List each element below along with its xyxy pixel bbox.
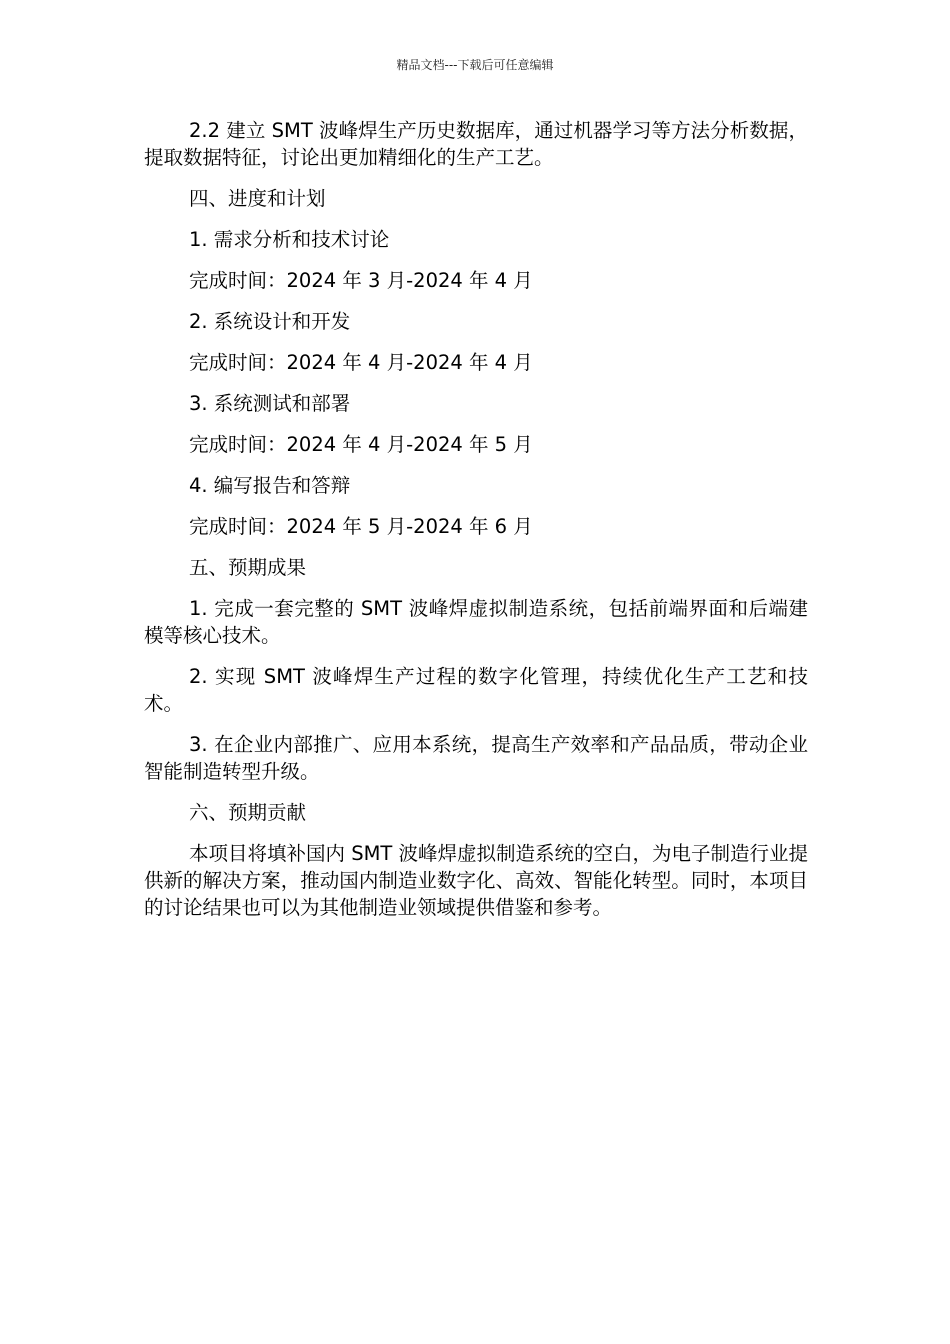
result-item-3: 3. 在企业内部推广、应用本系统，提高生产效率和产品品质，带动企业智能制造转型升级。 [144,733,808,783]
document-body [144,117,808,935]
schedule-item-3: 3. 系统测试和部署 [189,392,351,415]
page-header: 精品文档---下载后可任意编辑 [396,58,554,72]
heading-expected-results: 五、预期成果 [189,556,307,579]
schedule-item-4: 4. 编写报告和答辩 [189,474,351,497]
schedule-item-3-time: 完成时间：2024 年 4 月-2024 年 5 月 [189,433,533,456]
paragraph-2-2-database: 2.2 建立 SMT 波峰焊生产历史数据库，通过机器学习等方法分析数据，提取数据特征，讨论出更加精细化的生产工艺。 [144,119,808,169]
result-item-1: 1. 完成一套完整的 SMT 波峰焊虚拟制造系统，包括前端界面和后端建模等核心技术。 [144,597,808,647]
heading-expected-contribution: 六、预期贡献 [189,801,307,824]
schedule-item-1-time: 完成时间：2024 年 3 月-2024 年 4 月 [189,269,533,292]
schedule-item-2: 2. 系统设计和开发 [189,310,351,333]
heading-schedule: 四、进度和计划 [189,187,326,210]
result-item-2: 2. 实现 SMT 波峰焊生产过程的数字化管理，持续优化生产工艺和技术。 [144,665,808,715]
schedule-item-4-time: 完成时间：2024 年 5 月-2024 年 6 月 [189,515,533,538]
schedule-item-1: 1. 需求分析和技术讨论 [189,228,390,251]
schedule-item-2-time: 完成时间：2024 年 4 月-2024 年 4 月 [189,351,533,374]
contribution-paragraph: 本项目将填补国内 SMT 波峰焊虚拟制造系统的空白，为电子制造行业提供新的解决方案，推动国内制造业数字化、高效、智能化转型。同时，本项目的讨论结果也可以为其他制造业领域提供借鉴和参考。 [144,842,809,919]
